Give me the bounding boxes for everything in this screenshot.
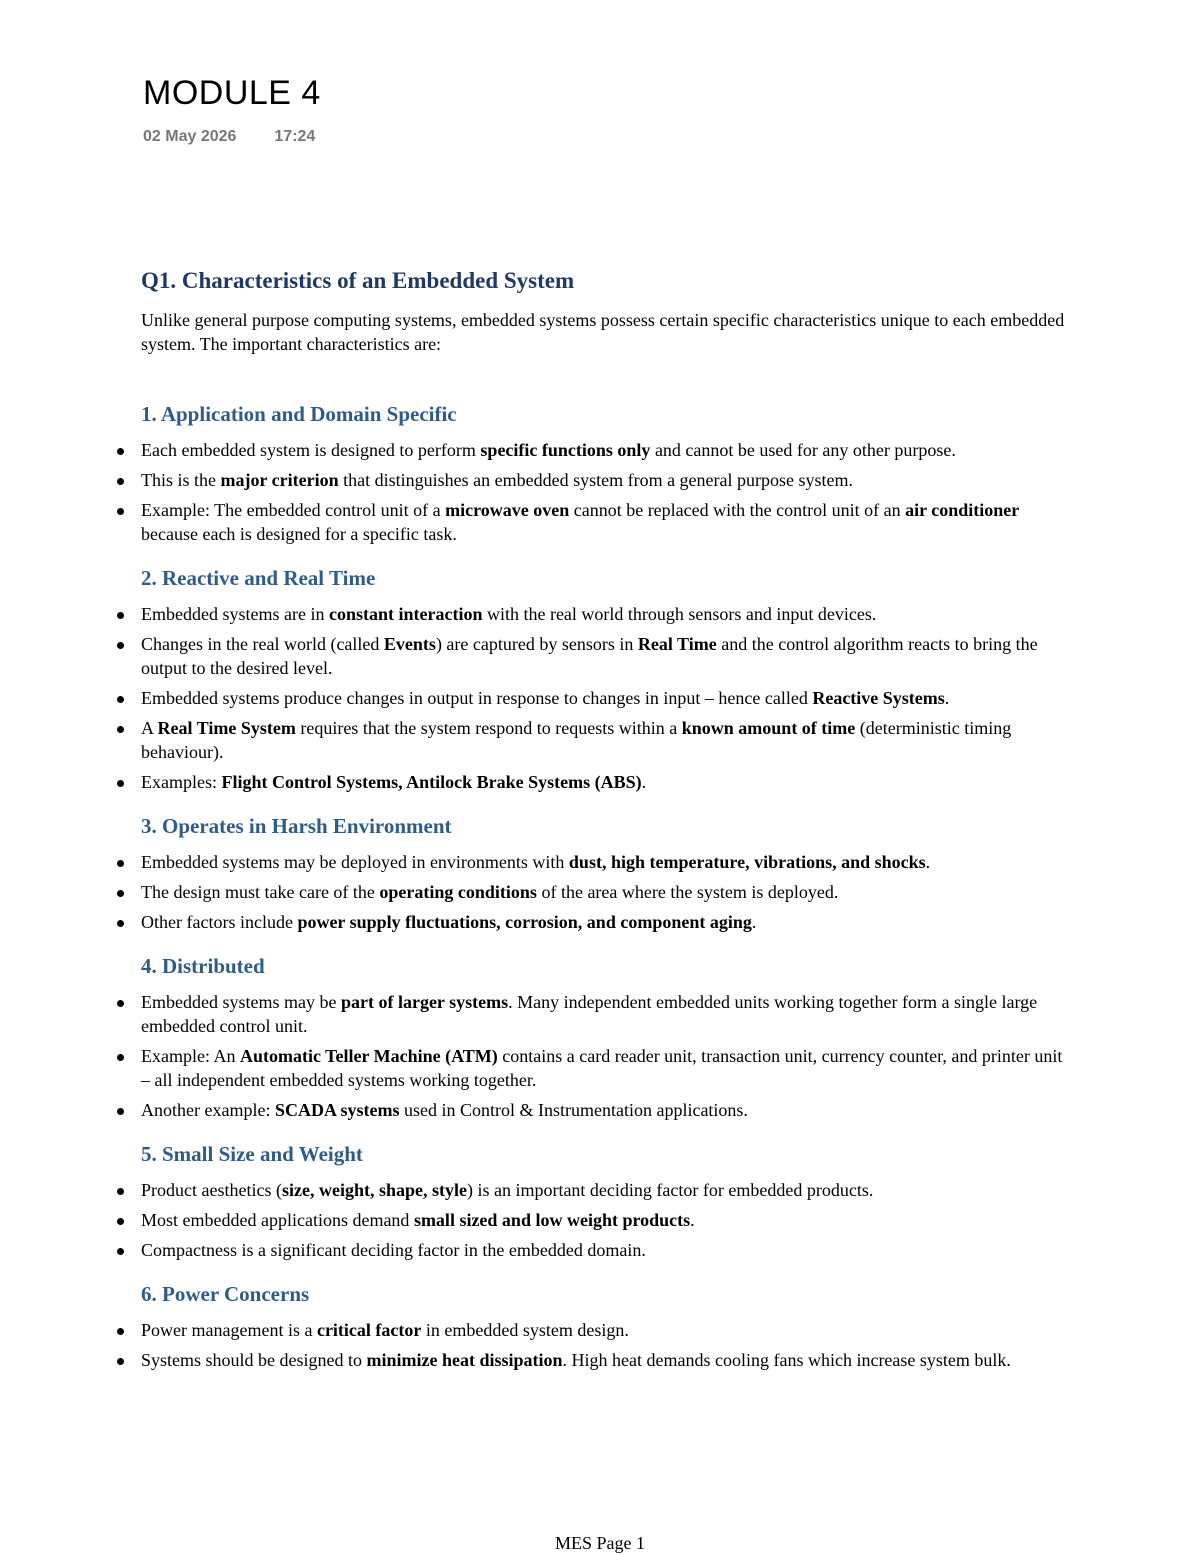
list-item (141, 1098, 1066, 1122)
bold-text: Real Time (637, 634, 717, 654)
text-run: Compactness is a significant deciding factor in the embedded domain. (141, 1240, 646, 1260)
section-heading: 4. Distributed (141, 954, 265, 978)
text-run: . (751, 912, 757, 932)
page-time: 17:24 (274, 128, 316, 145)
text-run: A (141, 718, 158, 738)
bold-text: microwave oven (445, 500, 570, 520)
text-run: requires that the system respond to requests within a (295, 718, 682, 738)
text-run: . (925, 852, 931, 872)
text-run: Most embedded applications demand (141, 1210, 414, 1230)
bold-text: Flight Control Systems, Antilock Brake Systems (ABS) (221, 772, 642, 792)
list-item (141, 468, 1066, 492)
text-run: Other factors include (141, 912, 298, 932)
text-run: Systems should be designed to (141, 1350, 367, 1370)
bold-text: small sized and low weight products (413, 1210, 691, 1230)
text-run: Example: The embedded control unit of a (141, 500, 446, 520)
section-heading: 6. Power Concerns (141, 1282, 310, 1306)
text-run: ) are captured by sensors in (435, 634, 638, 654)
bullet-list (141, 1318, 1066, 1372)
text-run: and cannot be used for any other purpose. (650, 440, 956, 460)
text-run: of the area where the system is deployed. (536, 882, 839, 902)
text-run: contains a card reader unit, transaction unit, currency counter, and printer unit – all independent embedded systems working together. (141, 1046, 1063, 1090)
bold-text: dust, high temperature, vibrations, and shocks (568, 852, 926, 872)
list-item (141, 880, 1066, 904)
bullet-list (141, 602, 1066, 794)
page-meta (143, 128, 315, 146)
text-run: that distinguishes an embedded system from a general purpose system. (338, 470, 854, 490)
text-run: ) is an important deciding factor for embedded products. (466, 1180, 874, 1200)
bold-text: major criterion (220, 470, 339, 490)
list-item (141, 632, 1066, 680)
text-run: Each embedded system is designed to perform (141, 440, 481, 460)
section-heading: 3. Operates in Harsh Environment (141, 814, 452, 838)
bullet-list (141, 1178, 1066, 1262)
list-item (141, 1318, 1066, 1342)
question-heading: Q1. Characteristics of an Embedded System (141, 268, 575, 293)
question-intro: Unlike general purpose computing systems, embedded systems possess certain specific characteristics unique to each embedded system. The important characteristics are: (141, 310, 1065, 354)
text-run: Embedded systems are in (141, 604, 329, 624)
list-item (141, 1208, 1066, 1232)
document-body (141, 266, 1066, 1390)
list-item (141, 716, 1066, 764)
text-run: cannot be replaced with the control unit of an (569, 500, 906, 520)
bold-text: Automatic Teller Machine (ATM) (239, 1046, 498, 1066)
text-run: Another example: (141, 1100, 275, 1120)
bold-text: air conditioner (905, 500, 1020, 520)
bullet-list (141, 438, 1066, 546)
bold-text: Real Time System (157, 718, 296, 738)
list-item (141, 1238, 1066, 1262)
bold-text: SCADA systems (274, 1100, 400, 1120)
page-footer: MES Page 1 (555, 1533, 645, 1553)
text-run: Changes in the real world (called (141, 634, 384, 654)
list-item (141, 910, 1066, 934)
bold-text: part of larger systems (340, 992, 509, 1012)
bold-text: specific functions only (480, 440, 651, 460)
bullet-list (141, 850, 1066, 934)
section-heading: 1. Application and Domain Specific (141, 402, 457, 426)
section-heading: 2. Reactive and Real Time (141, 566, 376, 590)
list-item (141, 1044, 1066, 1092)
text-run: used in Control & Instrumentation applications. (399, 1100, 748, 1120)
text-run: Product aesthetics ( (141, 1180, 282, 1200)
bold-text: Reactive Systems (812, 688, 945, 708)
text-run: in embedded system design. (421, 1320, 629, 1340)
text-run: (deterministic timing behaviour). (141, 718, 1012, 762)
text-run: Embedded systems produce changes in output in response to changes in input – hence called (141, 688, 813, 708)
sections-container (141, 400, 1066, 1372)
list-item (141, 438, 1066, 462)
text-run: because each is designed for a specific task. (141, 524, 457, 544)
bold-text: Events (383, 634, 436, 654)
text-run: Power management is a (141, 1320, 317, 1340)
list-item (141, 1348, 1066, 1372)
section-heading: 5. Small Size and Weight (141, 1142, 363, 1166)
bold-text: minimize heat dissipation (366, 1350, 563, 1370)
list-item (141, 1178, 1066, 1202)
text-run: Example: An (141, 1046, 240, 1066)
page-title: MODULE 4 (143, 74, 321, 112)
text-run: Embedded systems may be deployed in environments with (141, 852, 569, 872)
text-run: . (641, 772, 647, 792)
bold-text: critical factor (316, 1320, 422, 1340)
list-item (141, 990, 1066, 1038)
bold-text: operating conditions (379, 882, 537, 902)
list-item (141, 850, 1066, 874)
bold-text: constant interaction (328, 604, 483, 624)
text-run: The design must take care of the (141, 882, 380, 902)
bullet-list (141, 990, 1066, 1122)
list-item (141, 602, 1066, 626)
text-run: . (690, 1210, 695, 1230)
text-run: Embedded systems may be (141, 992, 341, 1012)
list-item (141, 498, 1066, 546)
bold-text: power supply fluctuations, corrosion, and component aging (297, 912, 752, 932)
text-run: . (944, 688, 950, 708)
text-run: and the control algorithm reacts to bring the output to the desired level. (141, 634, 1038, 678)
text-run: This is the (141, 470, 221, 490)
text-run: with the real world through sensors and input devices. (482, 604, 877, 624)
bold-text: size, weight, shape, style (281, 1180, 467, 1200)
text-run: Examples: (141, 772, 222, 792)
list-item (141, 686, 1066, 710)
text-run: . High heat demands cooling fans which increase system bulk. (562, 1350, 1011, 1370)
text-run: . Many independent embedded units working together form a single large embedded control unit. (141, 992, 1038, 1036)
page-date: 02 May 2026 (143, 128, 237, 145)
list-item (141, 770, 1066, 794)
bold-text: known amount of time (681, 718, 856, 738)
